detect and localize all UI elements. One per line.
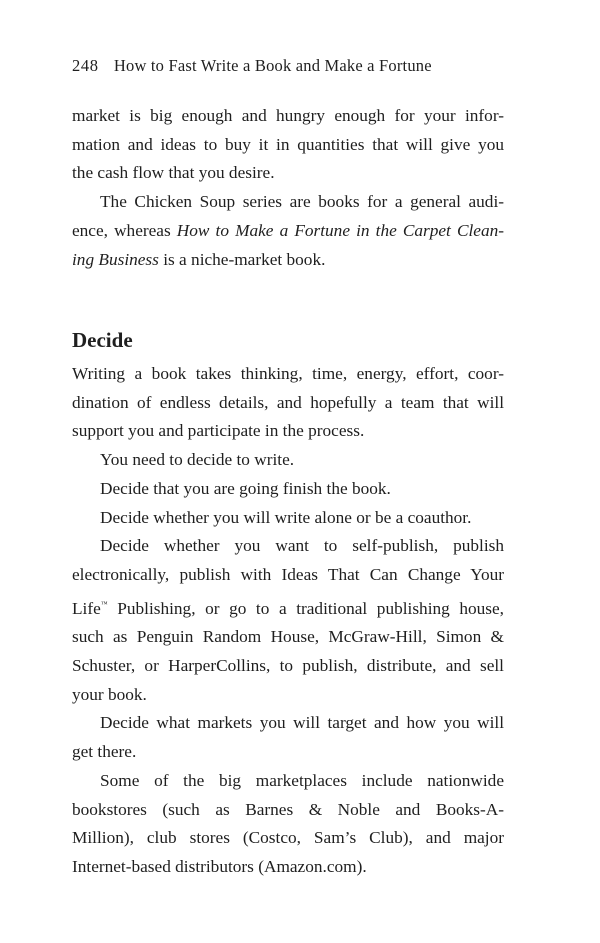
text-line: Decide whether you will write alone or be a coauthor.	[100, 507, 472, 527]
section-heading: Decide	[72, 328, 133, 352]
trademark-symbol: ™	[100, 599, 108, 608]
paragraph-chicken-soup	[72, 188, 504, 274]
book-title-italic: ing Business	[72, 249, 159, 269]
text-line: your book.	[72, 684, 147, 704]
page-number: 248	[72, 56, 99, 75]
paragraph-decide-coauthor	[72, 504, 504, 533]
text-run: is a niche-market book.	[158, 249, 326, 269]
text-line: electronically, publish with Ideas That Can Change Your	[72, 564, 504, 584]
text-line: mation and ideas to buy it in quantities that will give you	[72, 134, 504, 154]
text-line: Decide what markets you will target and how you will	[100, 713, 504, 733]
text-line: such as Penguin Random House, McGraw-Hill, Simon &	[72, 627, 504, 647]
text-line: the cash flow that you desire.	[72, 163, 275, 183]
text-line: Internet-based distributors (Amazon.com).	[72, 856, 367, 876]
text-line	[72, 217, 504, 246]
text-line: dination of endless details, and hopefully a team that will	[72, 392, 504, 412]
text-line: Decide that you are going finish the book.	[100, 478, 391, 498]
text-line	[72, 590, 504, 624]
running-head	[72, 56, 532, 76]
text-line: Writing a book takes thinking, time, energy, effort, coor-	[72, 364, 504, 383]
text-line: get there.	[72, 742, 137, 762]
text-line: Decide whether you want to self-publish, publish	[100, 536, 504, 556]
text-line: You need to decide to write.	[100, 450, 295, 470]
text-line: bookstores (such as Barnes & Noble and Books-A-	[72, 799, 504, 819]
text-line	[72, 246, 504, 275]
text-run: Publishing, or go to a traditional publishing house,	[107, 598, 504, 618]
paragraph-market	[72, 102, 504, 188]
text-run: ence, whereas	[72, 220, 177, 240]
paragraph-decide-finish	[72, 475, 504, 504]
paragraph-decide-publish	[72, 532, 504, 709]
body-text-top	[72, 102, 504, 274]
paragraph-writing	[72, 360, 504, 446]
paragraph-decide-markets	[72, 709, 504, 766]
text-line: The Chicken Soup series are books for a general audi-	[100, 192, 504, 212]
text-line: support you and participate in the process.	[72, 421, 365, 441]
text-line: market is big enough and hungry enough for your infor-	[72, 106, 504, 125]
text-run: Life	[72, 598, 101, 618]
text-line: Some of the big marketplaces include nationwide	[100, 770, 504, 790]
text-line: Schuster, or HarperCollins, to publish, distribute, and sell	[72, 656, 504, 676]
paragraph-decide-write	[72, 446, 504, 475]
running-head-title: How to Fast Write a Book and Make a Fortune	[113, 56, 432, 75]
book-title-italic: How to Make a Fortune in the Carpet Clean-	[176, 220, 504, 240]
body-text-decide	[72, 360, 504, 882]
paragraph-marketplaces	[72, 767, 504, 882]
text-line: Million), club stores (Costco, Sam’s Club), and major	[72, 828, 504, 848]
